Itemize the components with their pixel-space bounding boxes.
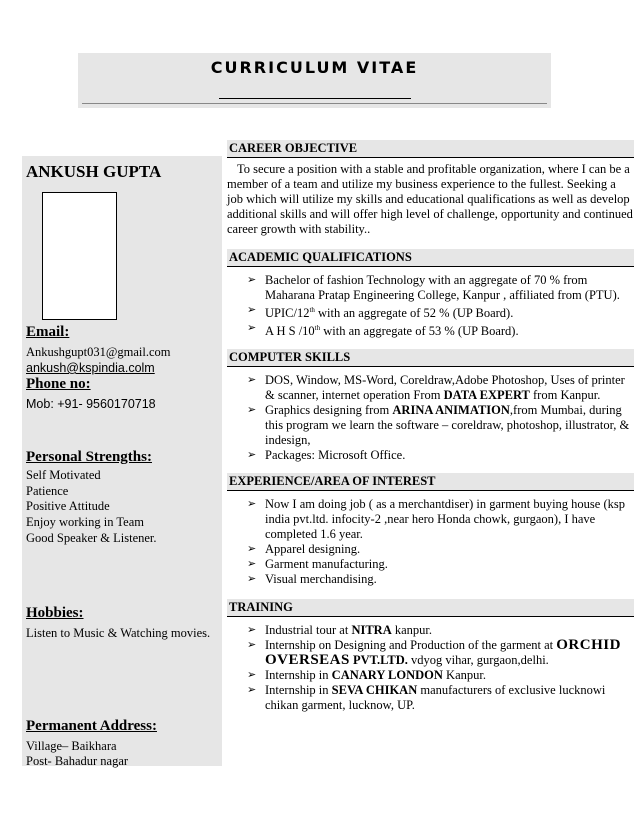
item-text: Industrial tour at (265, 623, 352, 638)
arrowhead-bullet-icon: ➢ (247, 624, 257, 637)
item-bold: CANARY LONDON (331, 668, 443, 683)
list-item (247, 683, 634, 713)
hobbies-heading: Hobbies: (26, 605, 84, 621)
main-content (227, 140, 634, 713)
phone-heading: Phone no: (26, 376, 91, 392)
arrowhead-bullet-icon: ➢ (247, 684, 257, 697)
item-text: Graphics designing from (265, 403, 393, 418)
item-text: kanpur. (391, 623, 433, 638)
list-item (247, 497, 634, 542)
item-text: A H S /10 (265, 324, 315, 339)
hobbies-text: Listen to Music & Watching movies. (26, 626, 211, 640)
arrowhead-bullet-icon: ➢ (247, 639, 257, 652)
item-text: with an aggregate of 53 % (UP Board). (320, 324, 519, 339)
list-item (247, 623, 634, 638)
address-heading: Permanent Address: (26, 718, 157, 734)
list-item (247, 273, 634, 303)
training-section (227, 599, 634, 713)
item-text: from Kanpur. (529, 388, 601, 403)
arrowhead-bullet-icon: ➢ (247, 573, 257, 586)
experience-list (227, 497, 634, 587)
career-section (227, 140, 634, 237)
item-bold: NITRA (351, 623, 392, 638)
training-list (227, 623, 634, 713)
strength-item: Positive Attitude (26, 499, 110, 513)
item-company-large: ORCHID OVERSEAS (265, 637, 621, 669)
arrowhead-bullet-icon: ➢ (247, 498, 257, 511)
item-text: UPIC/12 (265, 306, 310, 321)
strength-item: Self Motivated (26, 468, 101, 482)
address-line: Post- Bahadur nagar (26, 754, 129, 768)
list-item (247, 303, 634, 321)
photo-placeholder (42, 192, 117, 320)
list-item (247, 542, 634, 557)
academic-section (227, 249, 634, 339)
arrowhead-bullet-icon: ➢ (247, 404, 257, 417)
item-bold: PVT.LTD. (349, 653, 408, 668)
item-bold: DATA EXPERT (443, 388, 530, 403)
training-heading: TRAINING (227, 599, 634, 617)
item-text: Kanpur. (442, 668, 486, 683)
candidate-name: ANKUSH GUPTA (26, 162, 162, 181)
item-text: manufacturers of exclusive lucknowi chikan garment, lucknow, UP. (265, 683, 606, 713)
list-item (247, 403, 634, 448)
item-text: Visual merchandising. (265, 572, 377, 587)
list-item (247, 637, 634, 669)
computer-list (227, 373, 634, 463)
email-heading: Email: (26, 324, 70, 340)
arrowhead-bullet-icon: ➢ (247, 449, 257, 462)
page-title: CURRICULUM VITAE (210, 58, 419, 77)
academic-heading: ACADEMIC QUALIFICATIONS (227, 249, 634, 267)
item-text: Internship on Designing and Production of the garment at (265, 638, 557, 653)
experience-section (227, 473, 634, 587)
item-text: Garment manufacturing. (265, 557, 388, 572)
career-heading: CAREER OBJECTIVE (227, 140, 634, 158)
item-text: Internship in (265, 683, 332, 698)
list-item (247, 373, 634, 403)
list-item (247, 448, 634, 463)
item-superscript: th (309, 306, 315, 314)
arrowhead-bullet-icon: ➢ (247, 304, 257, 316)
list-item (247, 668, 634, 683)
career-text: To secure a position with a stable and profitable organization, where I can be a member of a team and utilize my business experience to the fullest. Seeking a job which will utilize my skills and educational qualifications as well as develop additional skills and will offer high level of challenge, opportunity and continued career growth with stability.. (227, 162, 633, 236)
item-text: Apparel designing. (265, 542, 361, 557)
arrowhead-bullet-icon: ➢ (247, 274, 257, 286)
arrowhead-bullet-icon: ➢ (247, 322, 257, 335)
item-bold: ARINA ANIMATION (392, 403, 510, 418)
sidebar (22, 156, 222, 766)
strength-item: Good Speaker & Listener. (26, 531, 157, 545)
email-primary[interactable]: Ankushgupt031@gmail.com (26, 345, 171, 359)
header-box (78, 53, 551, 108)
item-text: Now I am doing job ( as a merchantdiser) in garment buying house (ksp india pvt.ltd. infocity-2 ,near hero Honda chowk, gurgaon), I have completed 1.6 year. (265, 497, 625, 542)
list-item (247, 557, 634, 572)
computer-section (227, 349, 634, 463)
strength-item: Patience (26, 484, 69, 498)
experience-heading: EXPERIENCE/AREA OF INTEREST (227, 473, 634, 491)
item-text: Packages: Microsoft Office. (265, 448, 406, 463)
item-text: vdyog vihar, gurgaon,delhi. (407, 653, 549, 668)
item-text: Internship in (265, 668, 332, 683)
list-item (247, 321, 634, 339)
strength-item: Enjoy working in Team (26, 515, 144, 529)
item-bold: SEVA CHIKAN (331, 683, 418, 698)
phone-number: Mob: +91- 9560170718 (26, 397, 156, 411)
arrowhead-bullet-icon: ➢ (247, 669, 257, 682)
arrowhead-bullet-icon: ➢ (247, 374, 257, 387)
arrowhead-bullet-icon: ➢ (247, 558, 257, 571)
item-text: DOS, Window, MS-Word, Coreldraw,Adobe Photoshop, Uses of printer & scanner, internet operation From (265, 373, 625, 403)
title-underline (219, 98, 411, 99)
header-rule (82, 103, 547, 104)
item-text: ,from Mumbai, during this program we learn the software – coreldraw, photoshop, illustrator, & indesign, (265, 403, 630, 448)
list-item (247, 572, 634, 587)
item-superscript: th (314, 324, 321, 333)
email-secondary[interactable]: ankush@kspindia.colm (26, 361, 155, 375)
computer-heading: COMPUTER SKILLS (227, 349, 634, 367)
item-text: Bachelor of fashion Technology with an aggregate of 70 % from Maharana Pratap Engineering College, Kanpur , affiliated from (PTU). (265, 273, 620, 302)
item-text: with an aggregate of 52 % (UP Board). (314, 306, 514, 321)
academic-list (227, 273, 634, 339)
strengths-heading: Personal Strengths: (26, 449, 152, 465)
address-line: Village– Baikhara (26, 739, 117, 753)
arrowhead-bullet-icon: ➢ (247, 543, 257, 556)
